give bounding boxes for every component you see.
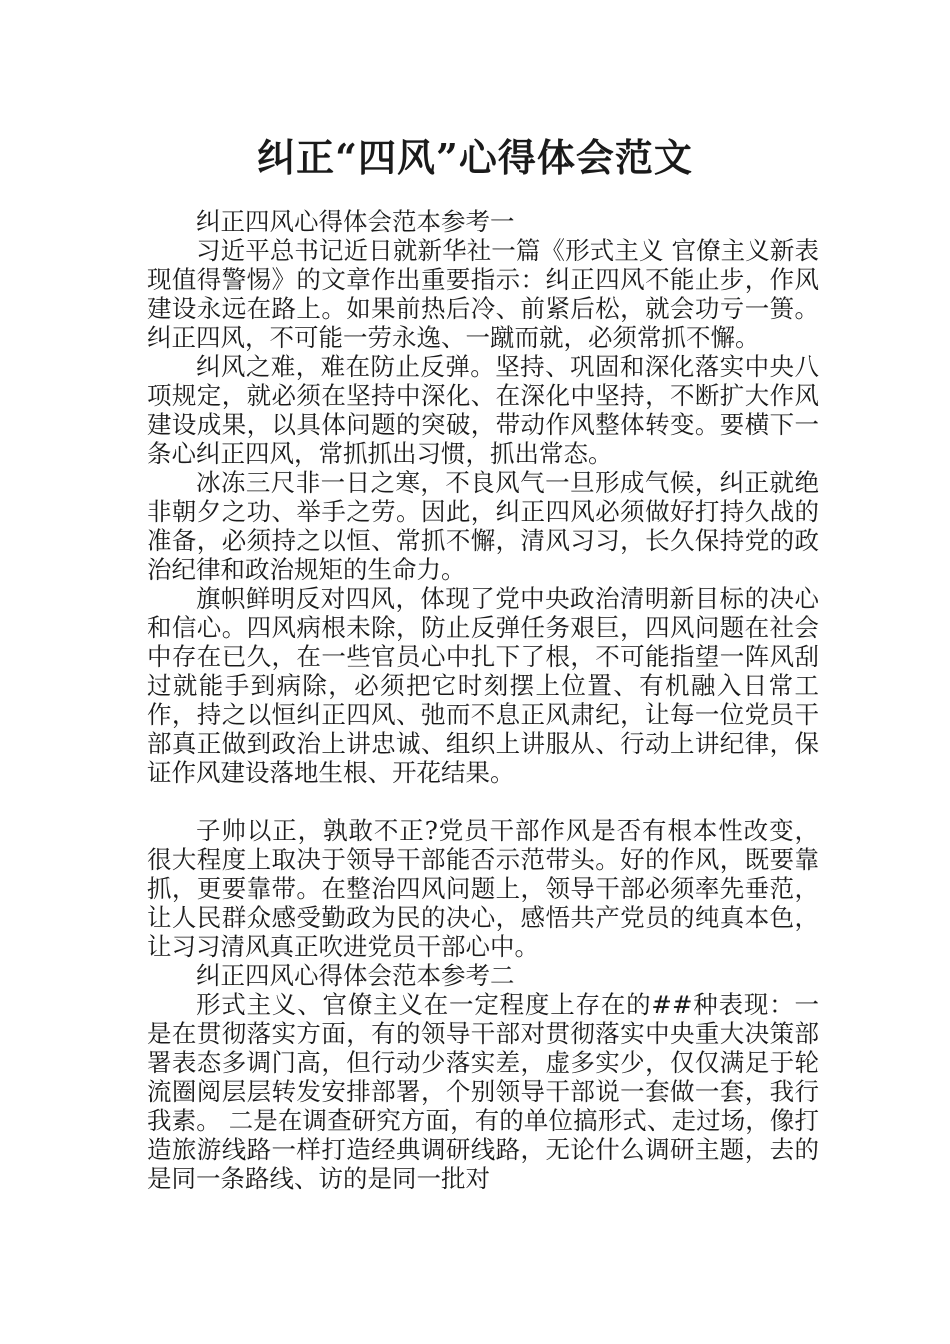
- section-heading-2: 纠正四风心得体会范本参考二: [196, 961, 515, 990]
- paragraph: 子帅以正，孰敢不正?党员干部作风是否有根本性改变，很大程度上取决于领导干部能否示范带头。好的作风，既要靠抓，更要靠带。在整治四风问题上，领导干部必须率先垂范，让人民群众感受勤政为民的决心，感悟共产党员的纯真本色，让习习清风真正吹进党员干部心中。: [147, 816, 819, 961]
- paragraph: 形式主义、官僚主义在一定程度上存在的##种表现：一是在贯彻落实方面，有的领导干部对贯彻落实中央重大决策部署表态多调门高，但行动少落实差，虚多实少，仅仅满足于轮流圈阅层层转发安排部署，个别领导干部说一套做一套，我行我素。 二是在调查研究方面，有的单位搞形式、走过场，像打造旅游线路一样打造经典调研线路，无论什么调研主题，去的是同一条路线、访的是同一批对: [147, 990, 819, 1193]
- paragraph: 习近平总书记近日就新华社一篇《形式主义 官僚主义新表现值得警惕》的文章作出重要指示：纠正四风不能止步，作风建设永远在路上。如果前热后冷、前紧后松，就会功亏一篑。纠正四风，不可能一劳永逸、一蹴而就，必须常抓不懈。: [147, 236, 819, 352]
- paragraph: 旗帜鲜明反对四风，体现了党中央政治清明新目标的决心和信心。四风病根未除，防止反弹任务艰巨，四风问题在社会中存在已久，在一些官员心中扎下了根，不可能指望一阵风刮过就能手到病除，必须把它时刻摆上位置、有机融入日常工作，持之以恒纠正四风、弛而不息正风肃纪，让每一位党员干部真正做到政治上讲忠诚、组织上讲服从、行动上讲纪律，保证作风建设落地生根、开花结果。: [147, 584, 819, 787]
- paragraph: 冰冻三尺非一日之寒，不良风气一旦形成气候，纠正就绝非朝夕之功、举手之劳。因此，纠正四风必须做好打持久战的准备，必须持之以恒、常抓不懈，清风习习，长久保持党的政治纪律和政治规矩的生命力。: [147, 468, 819, 584]
- paragraph: 纠风之难，难在防止反弹。坚持、巩固和深化落实中央八项规定，就必须在坚持中深化、在深化中坚持，不断扩大作风建设成果，以具体问题的突破，带动作风整体转变。要横下一条心纠正四风，常抓抓出习惯，抓出常态。: [147, 352, 819, 468]
- section-heading-1: 纠正四风心得体会范本参考一: [196, 207, 515, 236]
- document-body: [147, 207, 819, 1193]
- document-title: 纠正“四风”心得体会范文: [257, 135, 693, 180]
